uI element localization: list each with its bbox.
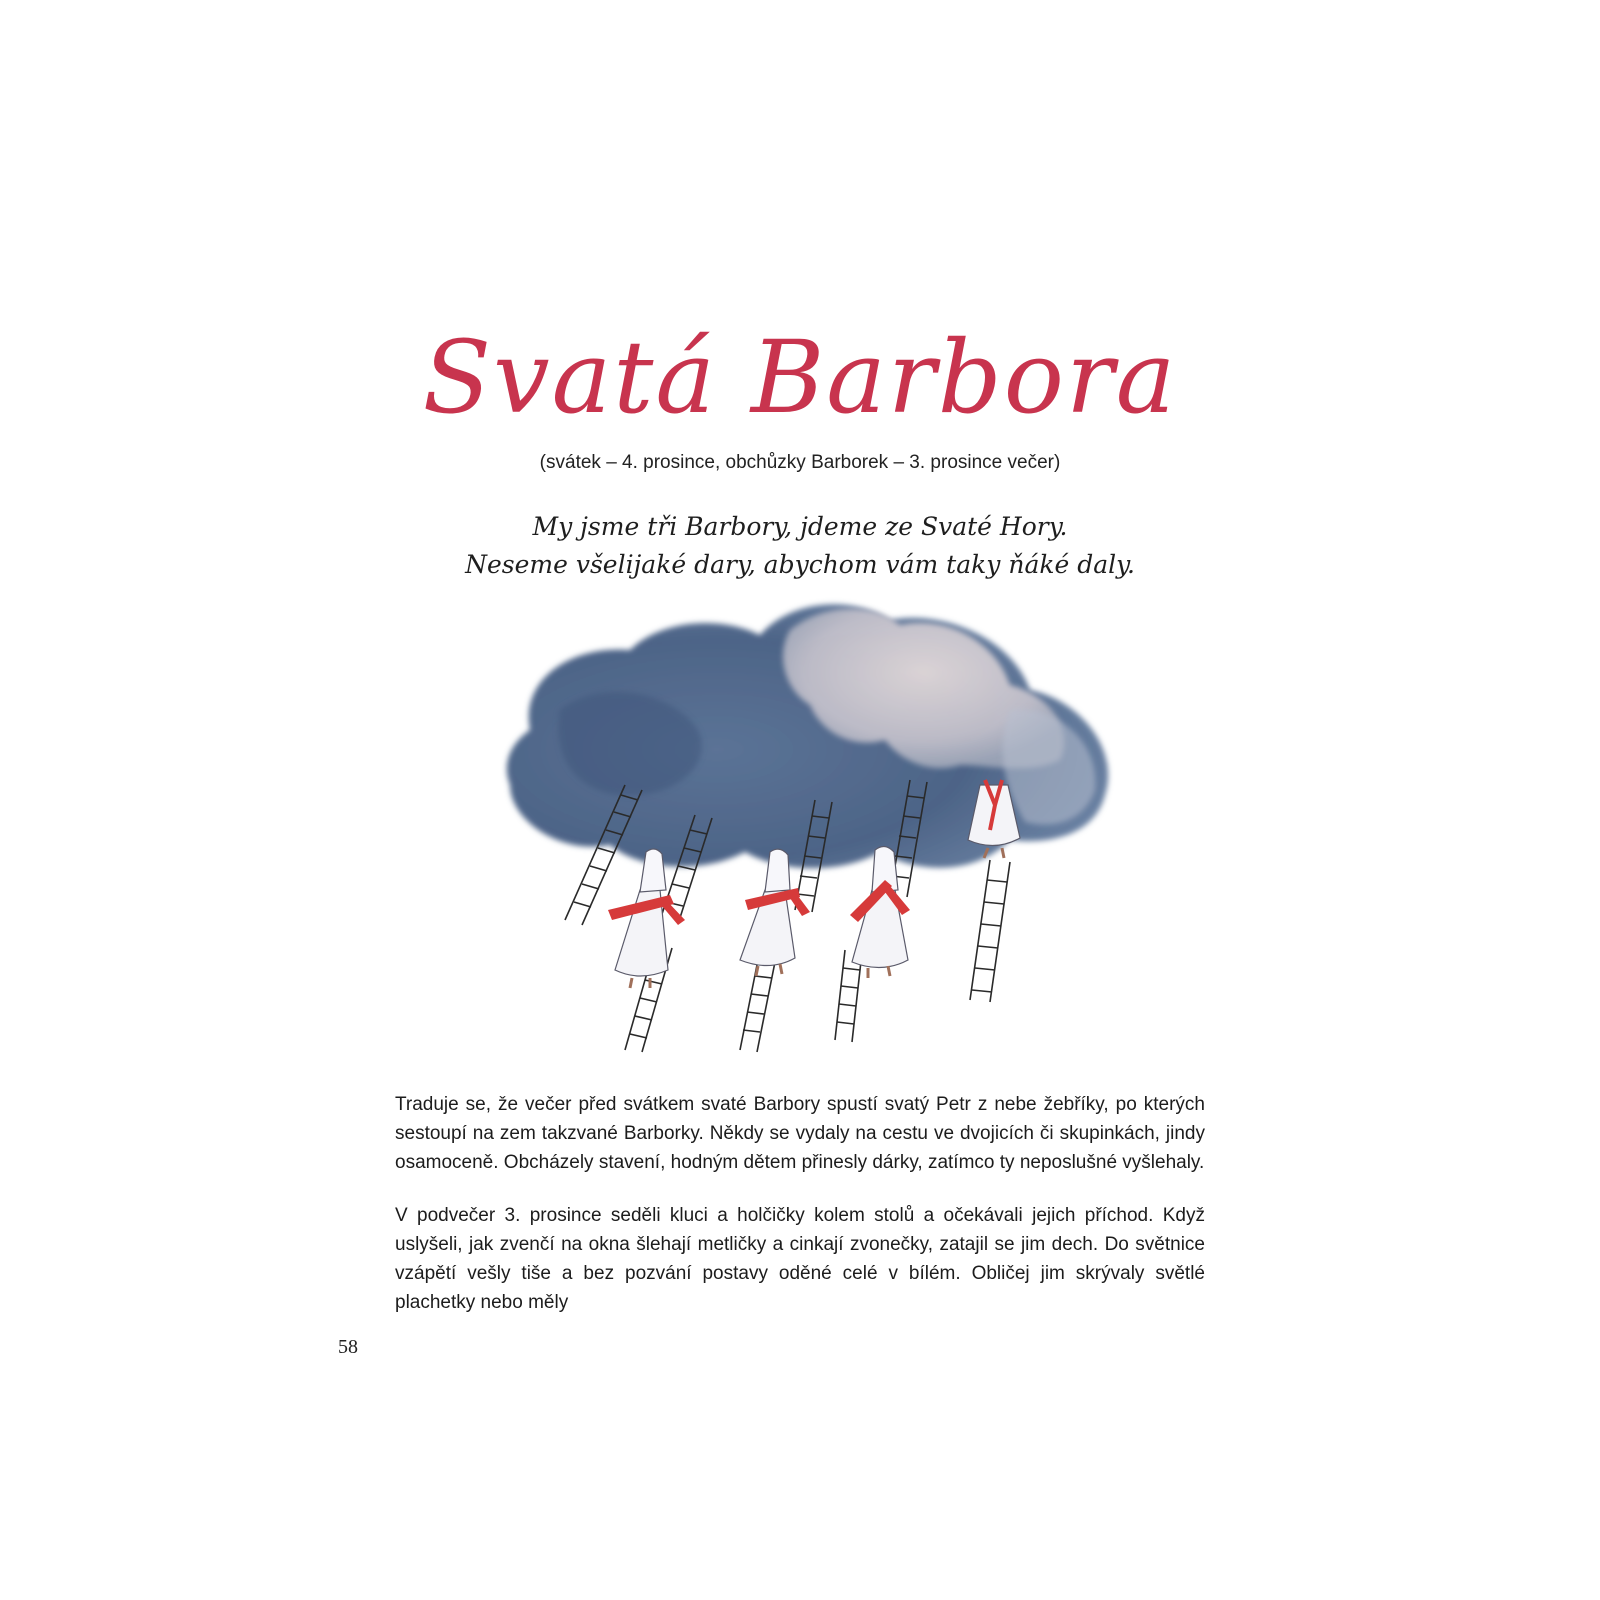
page-number: 58 bbox=[338, 1336, 358, 1358]
page-title: Svatá Barbora bbox=[422, 319, 1178, 436]
verse-line-1: My jsme tři Barbory, jdeme ze Svaté Hory. bbox=[532, 512, 1068, 541]
barborka-figure-icon bbox=[850, 846, 910, 978]
body-text bbox=[395, 1090, 1205, 1341]
verse bbox=[400, 508, 1200, 584]
barborka-figure-icon bbox=[608, 849, 685, 988]
paragraph-2: V podvečer 3. prosince seděli kluci a holčičky kolem stolů a očekávali jejich příchod. Když uslyšeli, jak zvenčí na okna šlehají metličky a cinkají zvonečky, zatajil se jim dech. Do světnice vzápětí vešly tiše a bez pozvání postavy oděné celé v bílém. Obličej jim skrývaly světlé plachetky nebo měly bbox=[395, 1205, 1205, 1313]
cloud-ladders-illustration bbox=[490, 590, 1130, 1060]
paragraph-1: Traduje se, že večer před svátkem svaté Barbory spustí svatý Petr z nebe žebříky, po kterých sestoupí na zem takzvané Barborky. Někdy se vydaly na cestu ve dvojicích či skupinkách, jindy osamoceně. Obcházely stavení, hodným dětem přinesly dárky, zatímco ty neposlušné vyšlehaly. bbox=[395, 1094, 1205, 1173]
feast-subtitle: (svátek – 4. prosince, obchůzky Barborek – 3. prosince večer) bbox=[539, 452, 1061, 473]
ladder-icon bbox=[970, 860, 1010, 1002]
verse-line-2: Neseme všelijaké dary, abychom vám taky ňáké daly. bbox=[465, 550, 1135, 579]
barborka-figure-icon bbox=[740, 849, 810, 976]
